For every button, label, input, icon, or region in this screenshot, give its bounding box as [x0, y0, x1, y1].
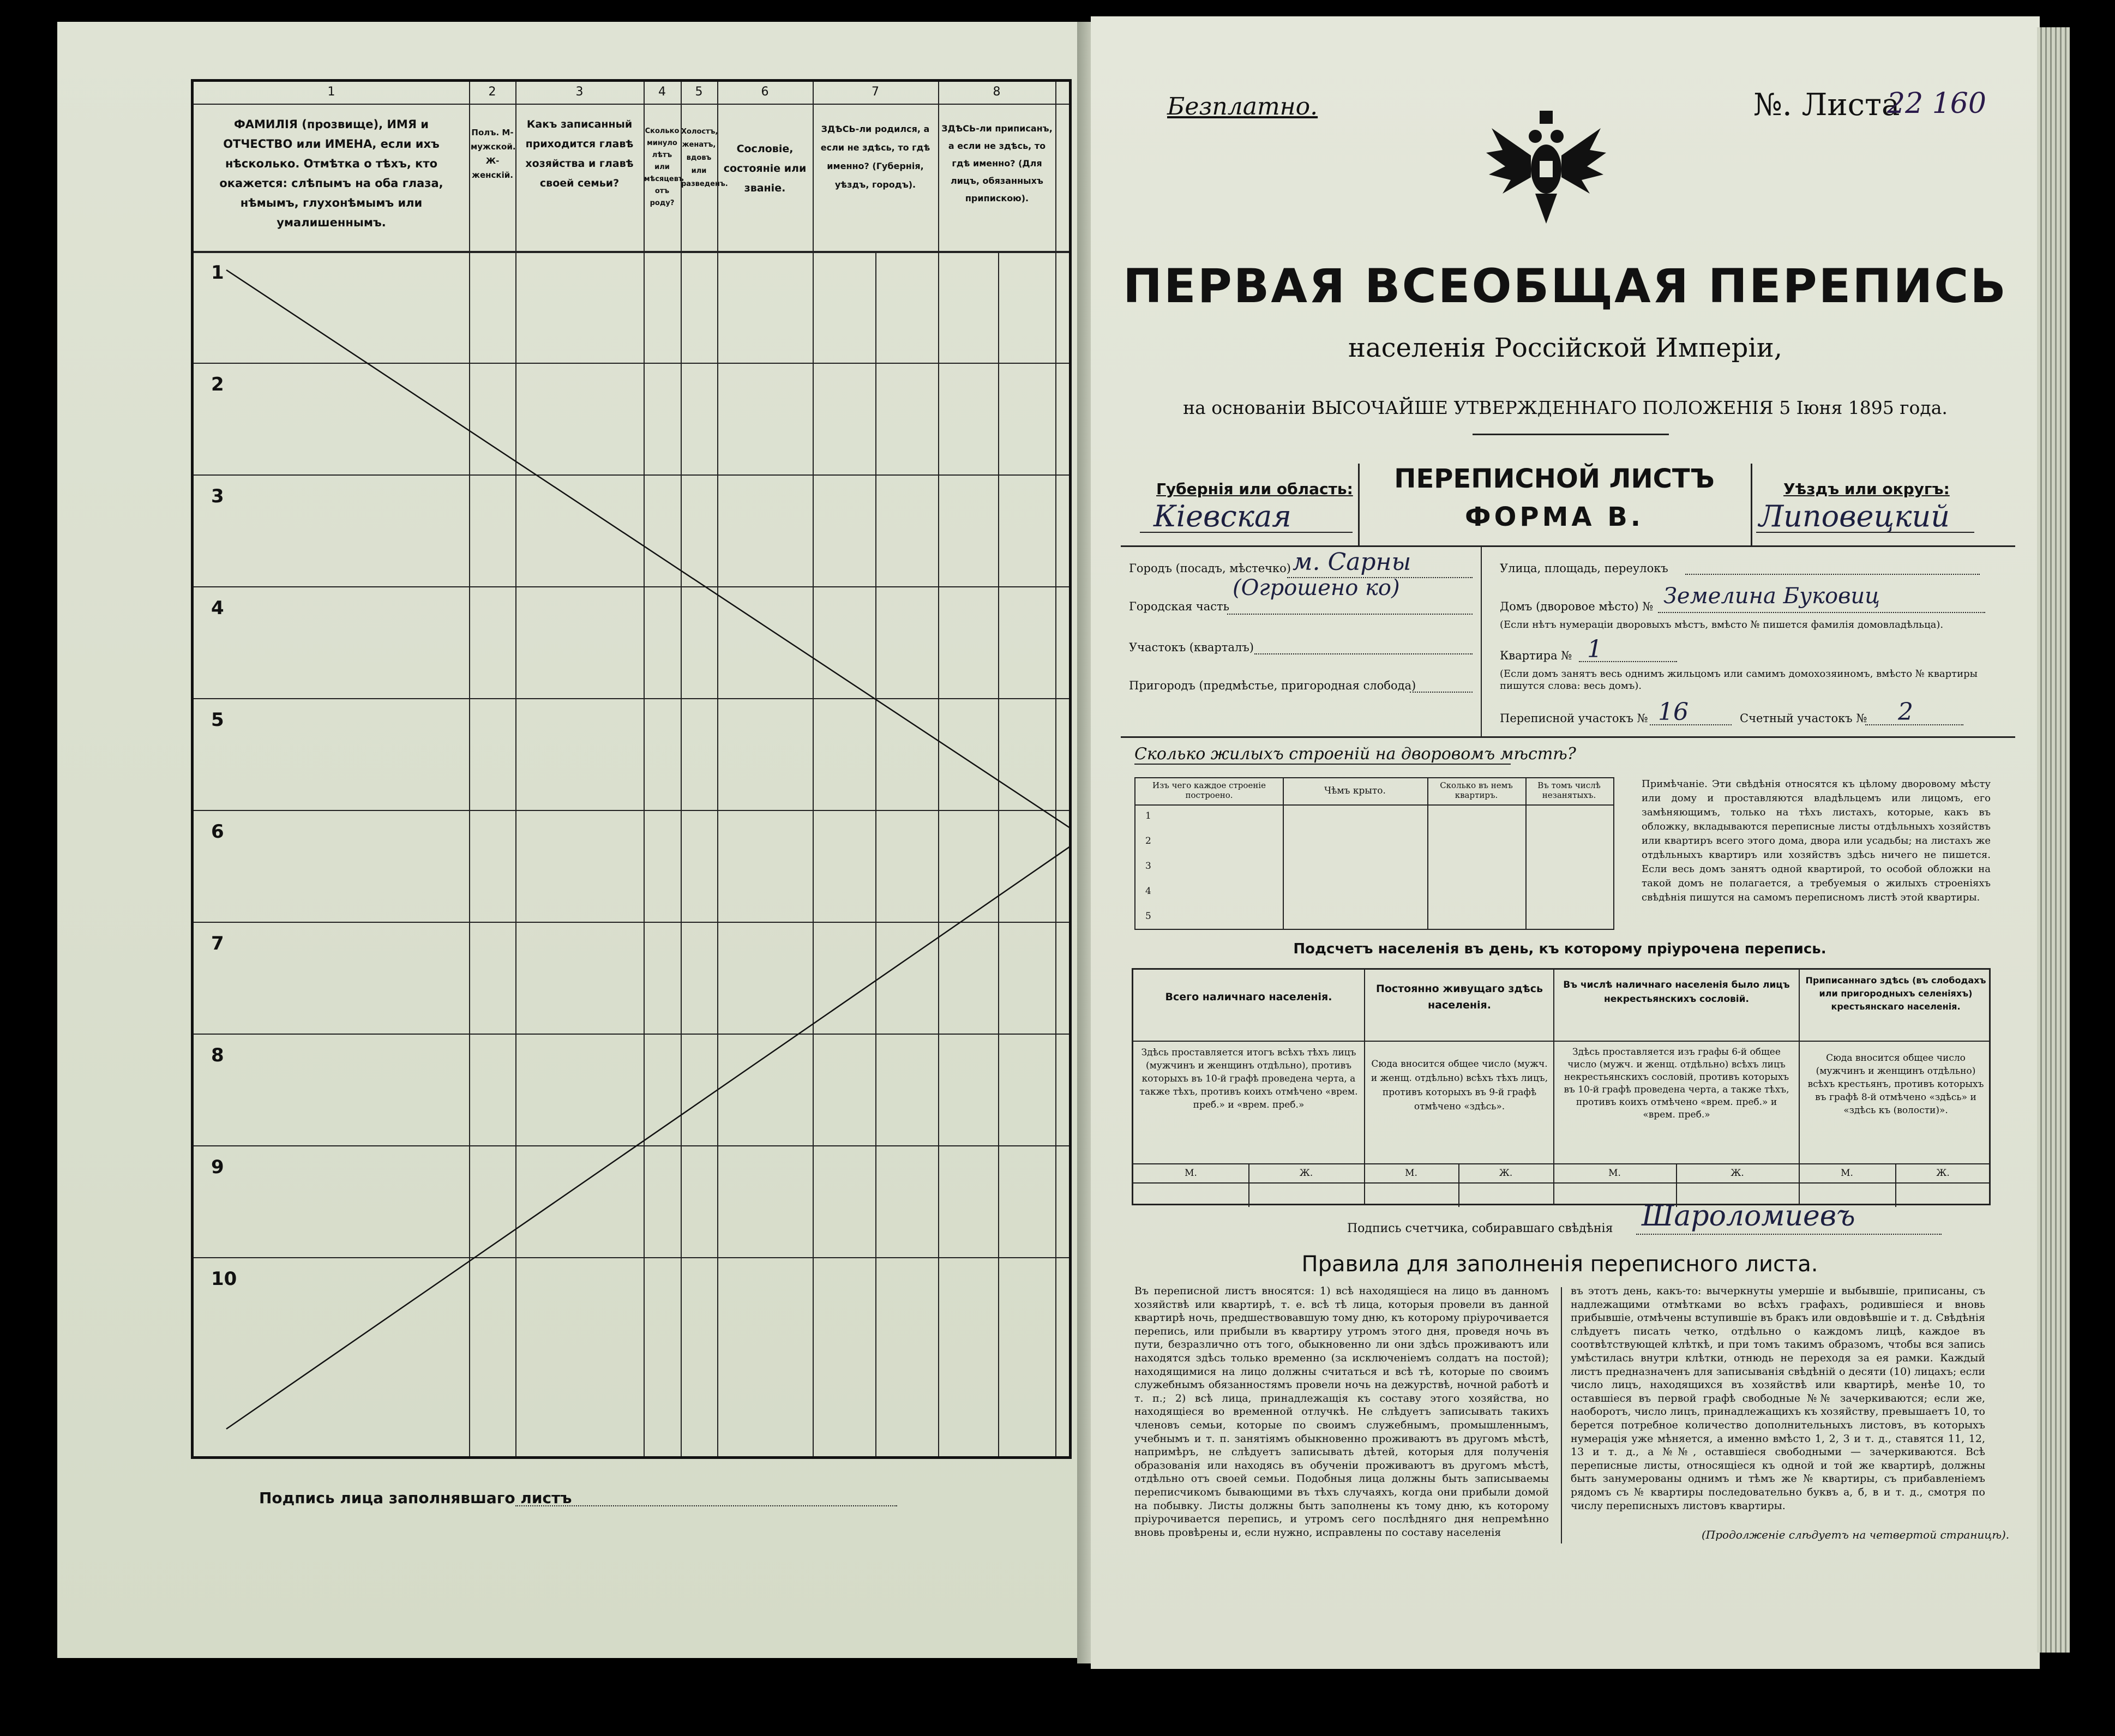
- ct-text: Здѣсь проставляется итогъ всѣхъ тѣхъ лицъ (мужчинъ и женщинъ отдѣльно), противъ которыхъ въ 10-й графѣ проведена черта, а также тѣхъ, противъ коихъ отмѣчено «врем. преб.» и «врем. преб.»: [1139, 1047, 1358, 1110]
- bt-header: Чѣмъ крыто.: [1324, 785, 1386, 796]
- col-number: 5: [695, 85, 703, 99]
- col-header-name: ФАМИЛІЯ (прозвище), ИМЯ и ОТЧЕСТВО или ИМЕНА, если ихъ нѣсколько. Отмѣтка о тѣхъ, кто окажется: слѣпымъ на оба глаза, нѣмымъ, глухонѣмымъ или умалишеннымъ.: [219, 118, 443, 229]
- col-header-registered: ЗДѢСЬ-ли приписанъ, а если не здѣсь, то гдѣ именно? (Для лицъ, обязанныхъ припискою).: [941, 123, 1053, 203]
- sheet-number: 22 160: [1887, 87, 1986, 120]
- col-header-birthplace: ЗДѢСЬ-ли родился, а если не здѣсь, то гдѣ именно? (Губернія, уѣздъ, городъ).: [820, 124, 930, 190]
- guberniya-value: Кіевская: [1153, 499, 1291, 533]
- district-label: Городская часть: [1129, 600, 1230, 613]
- ct-line: [1133, 1041, 1989, 1042]
- subtitle: населенія Россійской Имперіи,: [1348, 333, 1782, 363]
- count-plot-label: Счетный участокъ №: [1740, 712, 1867, 725]
- count-plot-line: [1865, 724, 1963, 725]
- col-number: 1: [327, 85, 335, 99]
- page-edges: [2037, 27, 2070, 1653]
- sheet-label: №. Листа: [1753, 87, 1900, 123]
- row-number: 6: [211, 821, 224, 843]
- street-line: [1685, 574, 1980, 575]
- ct-m: М.: [1841, 1168, 1853, 1179]
- precinct-label: Участокъ (кварталъ): [1129, 641, 1254, 654]
- bt-header: Изъ чего каждое строеніе построено.: [1152, 780, 1266, 800]
- left-signature-label: Подпись лица заполнявшаго листъ: [259, 1489, 572, 1507]
- town-label: Городъ (посадъ, мѣстечко): [1129, 562, 1291, 575]
- uezd-line: [1756, 532, 1974, 533]
- divider: [1751, 464, 1752, 545]
- guberniya-line: [1140, 532, 1353, 533]
- rule: [1473, 434, 1669, 435]
- bt-header: Въ томъ числѣ незанятыхъ.: [1537, 780, 1601, 800]
- census-plot-label: Переписной участокъ №: [1500, 712, 1648, 725]
- ct-text: Сюда вносится общее число (мужчинъ и женщинъ отдѣльно) всѣхъ крестьянъ, противъ которыхъ въ графѣ 8-й отмѣчено «здѣсь» и «здѣсь къ (волости)».: [1807, 1053, 1984, 1116]
- ct-m: М.: [1608, 1168, 1621, 1179]
- rules-title: Правила для заполненія переписного листа.: [1301, 1252, 1818, 1277]
- house-label: Домъ (дворовое мѣсто) №: [1500, 600, 1654, 613]
- buildings-question-line: [1134, 764, 1511, 765]
- suburb-line: [1410, 692, 1473, 693]
- counter-signature-line: [1636, 1234, 1942, 1235]
- bt-vline: [1525, 778, 1527, 929]
- row-number: 9: [211, 1156, 224, 1178]
- row-number: 10: [211, 1268, 237, 1290]
- census-plot-line: [1650, 724, 1732, 725]
- col-number: 7: [872, 85, 879, 99]
- imperial-eagle-icon: [1481, 106, 1612, 232]
- note-text: Примѣчаніе. Эти свѣдѣнія относятся къ цѣлому дворовому мѣсту или дому и проставляются владѣльцемъ или лицомъ, его замѣняющимъ, только на тѣхъ листахъ, которые, какъ въ обложку, вкладываются переписные листы отдѣльныхъ хозяйствъ или квартиръ всего этого дома, двора или усадьбы; на листахъ же отдѣльныхъ квартиръ или хозяйствъ здѣсь ничего не пишется. Если весь домъ занятъ одной квартирой, то особой обложки на такой домъ не полагается, а требуемыя о жилыхъ строеніяхъ свѣдѣнія пишутся на самомъ переписномъ листѣ этой квартиры.: [1642, 778, 1991, 903]
- guberniya-label: Губернія или область:: [1156, 480, 1353, 498]
- col-header-sex: Полъ. М-мужской. Ж-женскій.: [471, 128, 516, 180]
- bt-vline: [1427, 778, 1428, 929]
- district-line: [1227, 614, 1473, 615]
- title: ПЕРВАЯ ВСЕОБЩАЯ ПЕРЕПИСЬ: [1123, 259, 2008, 314]
- row-number: 7: [211, 933, 224, 954]
- divider: [1358, 464, 1360, 545]
- house-value: Земелина Буковиц: [1663, 584, 1880, 609]
- row-number: 1: [211, 262, 224, 284]
- census-plot-value: 16: [1658, 698, 1689, 726]
- ct-zh: Ж.: [1299, 1168, 1313, 1179]
- ct-zh: Ж.: [1731, 1168, 1744, 1179]
- row-number: 4: [211, 597, 224, 619]
- buildings-table: [1134, 777, 1614, 930]
- house-line: [1658, 612, 1985, 613]
- suburb-label: Пригородъ (предмѣстье, пригородная слобода): [1129, 679, 1416, 692]
- section-line: [1121, 545, 2015, 547]
- ct-head: Всего наличнаго населенія.: [1165, 991, 1332, 1003]
- row-number: 8: [211, 1044, 224, 1066]
- bt-row: 5: [1145, 911, 1151, 922]
- ct-m: М.: [1405, 1168, 1417, 1179]
- ct-line: [1133, 1182, 1989, 1184]
- counter-signature-label: Подпись счетчика, собиравшаго свѣдѣнія: [1347, 1222, 1613, 1235]
- precinct-line: [1254, 653, 1473, 654]
- bt-row: 3: [1145, 861, 1151, 872]
- bt-vline: [1283, 778, 1284, 929]
- bt-row: 4: [1145, 886, 1151, 897]
- bt-row: 1: [1145, 810, 1151, 821]
- count-table: [1132, 968, 1991, 1205]
- uezd-label: Уѣздъ или округъ:: [1783, 480, 1950, 498]
- census-table: [191, 79, 1072, 1459]
- bt-row: 2: [1145, 836, 1151, 846]
- cross-out-lines: [194, 82, 1069, 1456]
- col-number: 2: [488, 85, 496, 99]
- apartment-value: 1: [1587, 635, 1602, 663]
- buildings-question: Сколько жилыхъ строеній на дворовомъ мѣстѣ?: [1134, 744, 1576, 764]
- bt-line: [1135, 804, 1613, 806]
- uezd-value: Липовецкий: [1759, 499, 1950, 533]
- col-header-marital: Холостъ, женатъ, вдовъ или разведенъ.: [681, 128, 728, 188]
- col-number: 6: [761, 85, 769, 99]
- address-divider: [1481, 545, 1482, 736]
- ct-line: [1133, 1163, 1989, 1164]
- row-number: 5: [211, 709, 224, 731]
- ct-head: Въ числѣ наличнаго населенія было лицъ некрестьянскихъ сословій.: [1563, 980, 1790, 1005]
- rules-left-column: Въ переписной листъ вносятся: 1) всѣ находящіеся на лицо въ данномъ хозяйствѣ или квартирѣ, т. е. всѣ тѣ лица, которыя провели въ данной квартирѣ ночь, предшествовавшую тому дню, къ которому пріурочивается перепись, или прибыли въ квартиру утромъ этого дня, проведя ночь въ пути, безразлично отъ того, обыкновенно ли они здѣсь проживаютъ или находятся здѣсь только временно (за исключеніемъ солдатъ на постой); находящимися на лицо должны считаться и всѣ тѣ, которые по своимъ служебнымъ обязанностямъ провели ночь на дежурствѣ, ночной работѣ и т. п.; 2) всѣ лица, принадлежащія къ составу этого хозяйства, но находящіеся во временной отлучкѣ. Не слѣдуетъ записывать такихъ членовъ семьи, которые по своимъ служебнымъ, промышленнымъ, учебнымъ и т. п. занятіямъ обыкновенно проживаютъ въ другомъ мѣстѣ, напримѣръ, не слѣдуетъ записывать дѣтей, которыя для полученія образованія или находясь въ обученіи проживаютъ въ другомъ мѣстѣ, отдѣльно отъ своей семьи. Подобныя лица должны быть записываемы переписчикомъ бывающими въ тѣхъ случаяхъ, когда они прибыли домой на побывку. Листы должны быть заполнены къ тому дню, къ которому пріурочивается перепись, и утромъ сего послѣдняго дня непремѣнно вновь провѣрены и, если нужно, исправлены по составу населенія: [1134, 1285, 1549, 1539]
- ct-head: Приписаннаго здѣсь (въ слободахъ или пригородныхъ селеніяхъ) крестьянскаго населенія.: [1805, 975, 1986, 1012]
- apartment-note: (Если домъ занятъ весь однимъ жильцомъ или самимъ домохозяиномъ, вмѣсто № квартиры пишутся слова: весь домъ).: [1500, 668, 1978, 692]
- street-label: Улица, площадь, переулокъ: [1500, 562, 1668, 575]
- ct-zh: Ж.: [1499, 1168, 1513, 1179]
- col-header-age: Сколько минуло лѣтъ или мѣсяцевъ отъ роду?: [644, 127, 684, 207]
- bt-header: Сколько въ немъ квартиръ.: [1440, 780, 1513, 800]
- counter-signature: Шароломиевъ: [1642, 1200, 1855, 1233]
- form-subtitle: ФОРМА В.: [1464, 502, 1644, 532]
- basis-line: на основаніи ВЫСОЧАЙШЕ УТВЕРЖДЕННАГО ПОЛОЖЕНІЯ 5 Іюня 1895 года.: [1183, 397, 1948, 418]
- ct-zh: Ж.: [1936, 1168, 1950, 1179]
- col-header-relation: Какъ записанный приходится главѣ хозяйства и главѣ своей семьи?: [525, 118, 634, 189]
- apartment-label: Квартира №: [1500, 649, 1572, 662]
- ct-text: Сюда вносится общее число (мужч. и женщ. отдѣльно) всѣхъ тѣхъ лицъ, противъ которыхъ въ 9-й графѣ отмѣчено «здѣсь».: [1371, 1059, 1548, 1112]
- section-line: [1121, 736, 2015, 738]
- left-signature-line: [515, 1505, 897, 1506]
- row-number: 3: [211, 485, 224, 507]
- town-value: м. Сарны: [1293, 548, 1411, 576]
- col-number: 3: [575, 85, 584, 99]
- ct-head: Постоянно живущаго здѣсь населенія.: [1375, 983, 1543, 1011]
- district-value: (Огрошено ко): [1233, 575, 1400, 600]
- free-label: Безплатно.: [1167, 93, 1318, 121]
- row-number: 2: [211, 374, 224, 395]
- col-number: 4: [658, 85, 666, 99]
- count-plot-value: 2: [1898, 698, 1913, 726]
- apartment-line: [1579, 661, 1677, 662]
- form-title: ПЕРЕПИСНОЙ ЛИСТЪ: [1394, 464, 1715, 494]
- rules-right-column: въ этотъ день, какъ-то: вычеркнуты умершіе и выбывшіе, приписаны, съ надлежащими отмѣтками во всѣхъ графахъ, родившіеся и вновь прибывшіе, отмѣчены вступившіе въ бракъ или овдовѣвшіе и т. д. Свѣдѣнія слѣдуетъ писать четко, отдѣльно о каждомъ лицѣ, каждое въ соотвѣтствующей клѣткѣ, и при томъ такимъ образомъ, чтобы вся запись умѣстилась внутри клѣтки, отнюдь не переходя за ея рамки. Каждый листъ предназначенъ для записыванія свѣдѣній о десяти (10) лицахъ; если число лицъ, находящихся въ хозяйствѣ или квартирѣ, менѣе 10, то оставшіеся въ первой графѣ свободные №№ зачеркиваются; если же, наоборотъ, число лицъ, принадлежащихъ къ хозяйству, превышаетъ 10, то берется потребное количество дополнительныхъ листовъ, въ которыхъ нумерація уже мѣняется, а именно вмѣсто 1, 2, 3 и т. д., ставятся 11, 12, 13 и т. д., а №№, оставшіеся свободными — зачеркиваются. Всѣ переписные листы, относящіеся къ одной и той же квартирѣ, должны быть занумерованы однимъ и тѣмъ же № квартиры, съ прибавленіемъ рядомъ съ № квартиры последовательно буквъ а, б, в и т. д., смотря по числу переписныхъ листовъ квартиры.: [1571, 1285, 1985, 1512]
- count-title: Подсчетъ населенія въ день, къ которому пріурочена перепись.: [1293, 941, 1826, 957]
- col-header-estate: Сословіе, состояніе или званіе.: [723, 143, 807, 194]
- col-number: 8: [993, 85, 1001, 99]
- house-note: (Если нѣтъ нумераціи дворовыхъ мѣстъ, вмѣсто № пишется фамилія домовладѣльца).: [1500, 619, 1944, 630]
- rules-continued: (Продолженіе слѣдуетъ на четвертой страницѣ).: [1702, 1528, 2010, 1541]
- ct-text: Здѣсь проставляется изъ графы 6-й общее число (мужч. и женщ. отдѣльно) всѣхъ лицъ некрестьянскихъ сословій, противъ которыхъ въ 10-й графѣ проведена черта, а также тѣхъ, противъ коихъ отмѣчено «врем. преб.» и «врем. преб.»: [1564, 1047, 1789, 1120]
- ct-m: М.: [1185, 1168, 1197, 1179]
- rules-divider: [1561, 1287, 1562, 1543]
